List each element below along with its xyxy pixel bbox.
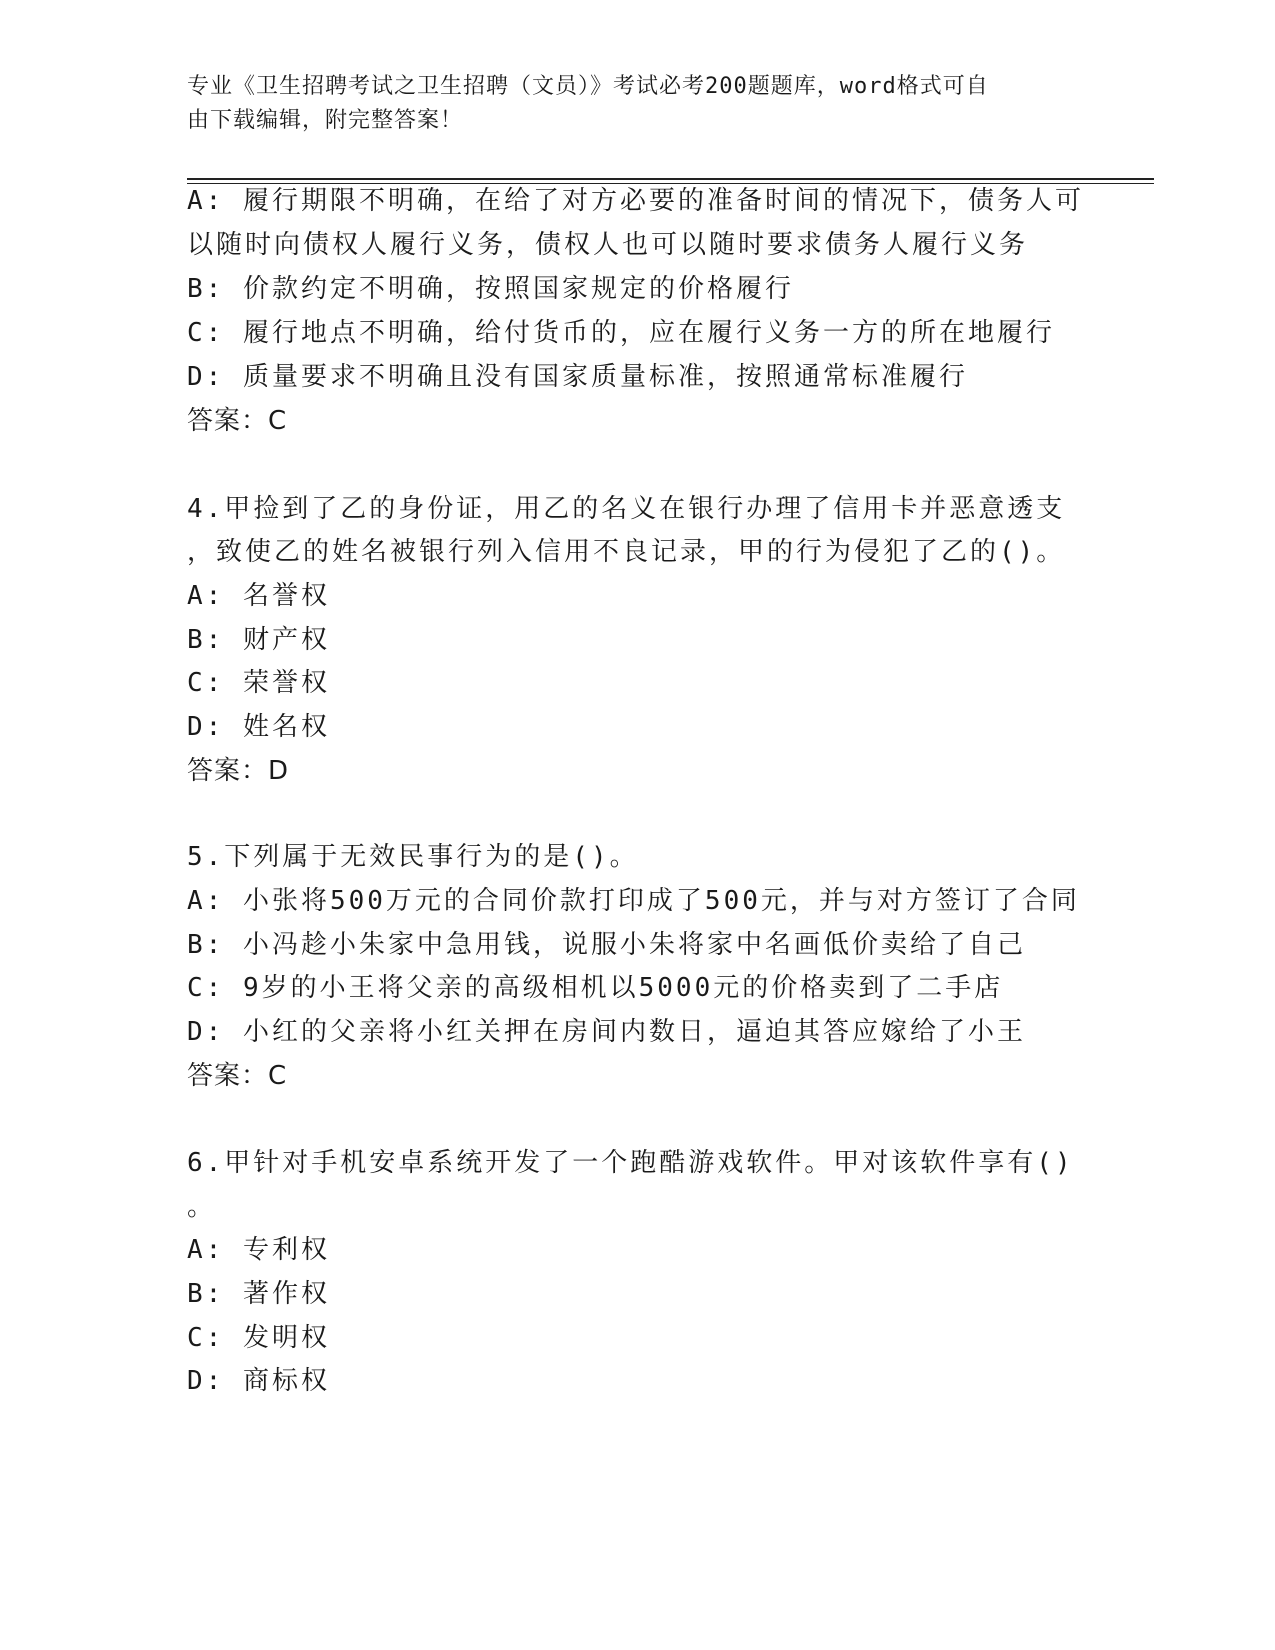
- q4-option-c: C: 荣誉权: [187, 668, 330, 698]
- q6-stem-line-1: 6.甲针对手机安卓系统开发了一个跑酷游戏软件。甲对该软件享有(): [187, 1148, 1074, 1178]
- q3-option-b: B: 价款约定不明确，按照国家规定的价格履行: [187, 274, 794, 304]
- q5-stem: 5.下列属于无效民事行为的是()。: [187, 842, 639, 872]
- q5-option-a: A: 小张将500万元的合同价款打印成了500元，并与对方签订了合同: [187, 886, 1080, 916]
- q4-option-a: A: 名誉权: [187, 581, 330, 611]
- header-divider: [187, 178, 1154, 184]
- q3-option-d: D: 质量要求不明确且没有国家质量标准，按照通常标准履行: [187, 362, 968, 392]
- q3-option-a-line-2: 以随时向债权人履行义务，债权人也可以随时要求债务人履行义务: [187, 230, 1029, 260]
- q4-option-d: D: 姓名权: [187, 712, 330, 742]
- q3-option-a-line-1: A: 履行期限不明确，在给了对方必要的准备时间的情况下，债务人可: [187, 186, 1084, 216]
- document-header: [187, 70, 1087, 138]
- q4-stem-line-2: ，致使乙的姓名被银行列入信用不良记录，甲的行为侵犯了乙的()。: [187, 537, 1066, 567]
- header-line-2: 由下载编辑，附完整答案！: [187, 108, 464, 133]
- q6-option-b: B: 著作权: [187, 1279, 330, 1309]
- header-line-1: 专业《卫生招聘考试之卫生招聘（文员）》考试必考200题题库，word格式可自: [187, 74, 989, 99]
- q3-answer: 答案：C: [187, 406, 288, 436]
- q6-stem-line-2: 。: [187, 1192, 217, 1222]
- q5-option-d: D: 小红的父亲将小红关押在房间内数日，逼迫其答应嫁给了小王: [187, 1017, 1026, 1047]
- q5-option-b: B: 小冯趁小朱家中急用钱，说服小朱将家中名画低价卖给了自己: [187, 930, 1026, 960]
- q4-answer: 答案：D: [187, 756, 290, 786]
- q5-answer: 答案：C: [187, 1061, 288, 1091]
- q4-stem-line-1: 4.甲捡到了乙的身份证，用乙的名义在银行办理了信用卡并恶意透支: [187, 494, 1066, 524]
- q5-option-c: C: 9岁的小王将父亲的高级相机以5000元的价格卖到了二手店: [187, 973, 1004, 1003]
- q6-option-d: D: 商标权: [187, 1366, 330, 1396]
- q6-option-a: A: 专利权: [187, 1235, 330, 1265]
- q4-option-b: B: 财产权: [187, 625, 330, 655]
- q3-option-c: C: 履行地点不明确，给付货币的，应在履行义务一方的所在地履行: [187, 318, 1055, 348]
- q6-option-c: C: 发明权: [187, 1323, 330, 1353]
